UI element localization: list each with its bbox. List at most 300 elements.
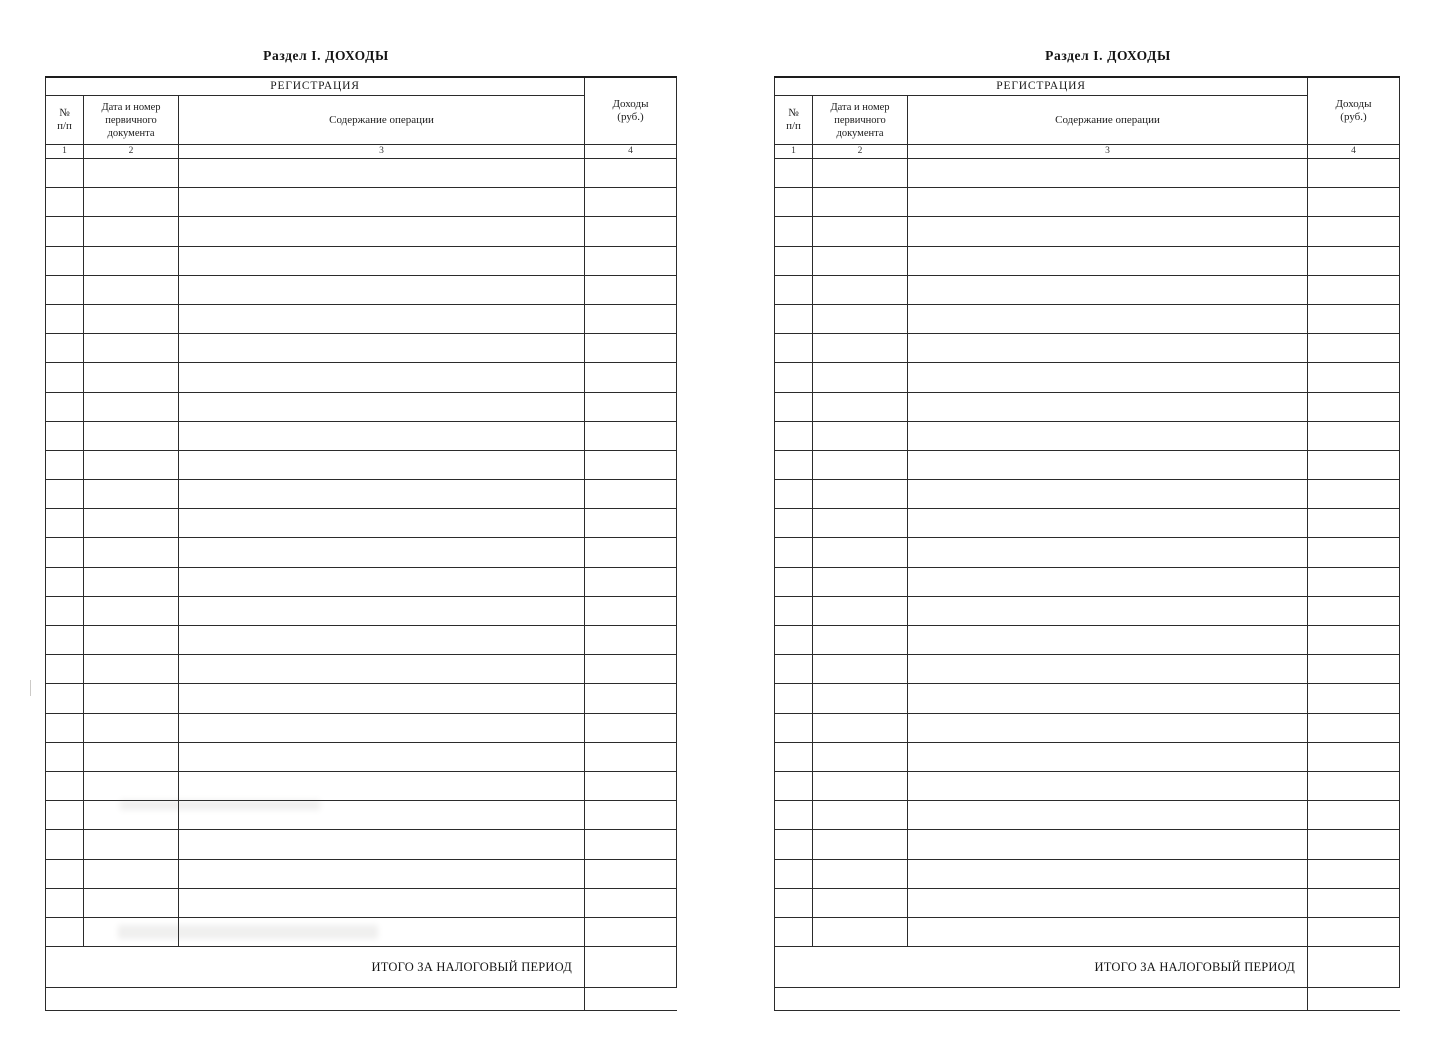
page-title: Раздел I. ДОХОДЫ [1045,48,1171,63]
colnum-3: 3 [179,145,585,159]
cell-document[interactable] [813,334,908,363]
table-header [46,77,677,159]
cell-income[interactable] [1308,480,1400,509]
cell-operation[interactable] [908,684,1308,713]
cell-number[interactable] [775,801,813,830]
cell-number[interactable] [775,363,813,392]
table-row [46,275,677,304]
cell-income[interactable] [585,480,677,509]
table-row [775,275,1400,304]
cell-number[interactable] [775,480,813,509]
header-document-line1: Дата и номер [830,101,890,113]
cell-operation[interactable] [908,509,1308,538]
cell-operation[interactable] [179,801,585,830]
header-income-line1: Доходы [612,98,649,110]
cell-income[interactable] [1308,830,1400,859]
cell-income[interactable] [1308,304,1400,333]
cell-income[interactable] [585,713,677,742]
table-row [46,830,677,859]
cell-operation[interactable] [908,626,1308,655]
cell-income[interactable] [1308,655,1400,684]
cell-income[interactable] [585,304,677,333]
cell-operation[interactable] [179,421,585,450]
cell-number[interactable] [46,538,84,567]
cell-document[interactable] [813,421,908,450]
table-row [46,567,677,596]
header-income-line1: Доходы [1335,98,1372,110]
table-row [775,538,1400,567]
cell-income[interactable] [585,217,677,246]
cell-number[interactable] [46,509,84,538]
cell-operation[interactable] [179,713,585,742]
cell-number[interactable] [46,742,84,771]
cell-operation[interactable] [179,392,585,421]
cell-operation[interactable] [908,567,1308,596]
cell-income[interactable] [585,421,677,450]
cell-operation[interactable] [908,334,1308,363]
cell-document[interactable] [813,188,908,217]
cell-document[interactable] [84,713,179,742]
ledger-page-left [0,0,722,1048]
cell-operation[interactable] [179,567,585,596]
table-row [46,684,677,713]
cell-number[interactable] [775,246,813,275]
column-number-row [46,145,677,159]
cell-document[interactable] [813,450,908,479]
cell-number[interactable] [46,567,84,596]
cell-income[interactable] [585,917,677,946]
cell-number[interactable] [46,684,84,713]
cell-operation[interactable] [908,538,1308,567]
cell-number[interactable] [46,596,84,625]
cell-document[interactable] [813,304,908,333]
cell-income[interactable] [1308,626,1400,655]
cell-operation[interactable] [908,888,1308,917]
cell-income[interactable] [1308,888,1400,917]
cell-income[interactable] [585,509,677,538]
cell-operation[interactable] [179,655,585,684]
footer-pad-left [46,988,585,1011]
cell-income[interactable] [1308,275,1400,304]
table-row [46,188,677,217]
cell-document[interactable] [84,304,179,333]
header-operation-line1: Содержание операции [329,113,434,126]
cell-document[interactable] [813,655,908,684]
cell-operation[interactable] [179,830,585,859]
table-row [46,917,677,946]
cell-number[interactable] [46,801,84,830]
cell-operation[interactable] [908,246,1308,275]
colnum-4: 4 [1308,145,1400,159]
table-row [775,392,1400,421]
cell-income[interactable] [585,275,677,304]
colnum-2: 2 [84,145,179,159]
cell-income[interactable] [585,450,677,479]
cell-number[interactable] [775,304,813,333]
cell-number[interactable] [46,450,84,479]
cell-number[interactable] [775,830,813,859]
cell-document[interactable] [813,217,908,246]
table-row [775,334,1400,363]
cell-number[interactable] [46,188,84,217]
cell-income[interactable] [585,188,677,217]
cell-document[interactable] [84,246,179,275]
cell-number[interactable] [46,304,84,333]
cell-income[interactable] [1308,567,1400,596]
cell-number[interactable] [775,626,813,655]
cell-operation[interactable] [179,742,585,771]
cell-document[interactable] [813,567,908,596]
cell-document[interactable] [84,801,179,830]
cell-document[interactable] [84,742,179,771]
header-document-line2: первичного [105,114,157,126]
cell-income[interactable] [585,626,677,655]
header-income-line2: (руб.) [617,111,644,123]
cell-income[interactable] [585,392,677,421]
table-row [775,304,1400,333]
cell-number[interactable] [775,713,813,742]
cell-document[interactable] [84,859,179,888]
cell-income[interactable] [1308,421,1400,450]
cell-number[interactable] [46,626,84,655]
total-value-cell[interactable] [585,947,677,988]
cell-number[interactable] [46,392,84,421]
cell-income[interactable] [1308,771,1400,800]
header-operation [908,96,1308,145]
table-row [46,888,677,917]
cell-operation[interactable] [908,742,1308,771]
cell-document[interactable] [813,363,908,392]
table-row [46,509,677,538]
cell-document[interactable] [813,859,908,888]
table-footer-right [775,947,1400,1011]
cell-operation[interactable] [908,655,1308,684]
cell-document[interactable] [84,684,179,713]
cell-operation[interactable] [179,859,585,888]
cell-document[interactable] [84,188,179,217]
cell-document[interactable] [813,801,908,830]
cell-document[interactable] [84,538,179,567]
table-row [775,713,1400,742]
table-row [775,246,1400,275]
cell-number[interactable] [46,888,84,917]
cell-income[interactable] [1308,334,1400,363]
cell-number[interactable] [775,450,813,479]
cell-document[interactable] [84,392,179,421]
cell-operation[interactable] [179,217,585,246]
cell-operation[interactable] [179,480,585,509]
header-number [46,96,84,145]
table-row [775,480,1400,509]
cell-number[interactable] [775,217,813,246]
cell-document[interactable] [813,771,908,800]
cell-operation[interactable] [908,480,1308,509]
cell-document[interactable] [84,596,179,625]
cell-operation[interactable] [179,888,585,917]
cell-income[interactable] [1308,742,1400,771]
cell-number[interactable] [775,596,813,625]
cell-number[interactable] [775,188,813,217]
table-row [775,771,1400,800]
cell-income[interactable] [1308,917,1400,946]
header-number-line1: № [59,107,70,119]
total-label: ИТОГО ЗА НАЛОГОВЫЙ ПЕРИОД [1094,959,1295,974]
cell-operation[interactable] [908,801,1308,830]
header-document-line2: первичного [834,114,886,126]
total-row [46,947,677,988]
header-income [1308,77,1400,145]
cell-income[interactable] [1308,713,1400,742]
cell-income[interactable] [585,159,677,188]
total-value-cell[interactable] [1308,947,1400,988]
cell-operation[interactable] [908,596,1308,625]
cell-document[interactable] [84,771,179,800]
cell-document[interactable] [813,246,908,275]
cell-document[interactable] [84,567,179,596]
cell-income[interactable] [585,334,677,363]
footer-pad-left [775,988,1308,1011]
cell-operation[interactable] [908,217,1308,246]
cell-number[interactable] [46,771,84,800]
cell-operation[interactable] [908,363,1308,392]
cell-document[interactable] [84,217,179,246]
cell-operation[interactable] [179,188,585,217]
cell-number[interactable] [46,655,84,684]
cell-operation[interactable] [908,917,1308,946]
colnum-1: 1 [46,145,84,159]
table-row [46,363,677,392]
cell-income[interactable] [585,655,677,684]
cell-operation[interactable] [908,159,1308,188]
cell-number[interactable] [775,275,813,304]
cell-operation[interactable] [179,538,585,567]
cell-number[interactable] [46,859,84,888]
table-row [775,801,1400,830]
table-row [775,626,1400,655]
cell-income[interactable] [585,538,677,567]
header-income [585,77,677,145]
cell-number[interactable] [775,159,813,188]
cell-document[interactable] [84,159,179,188]
cell-number[interactable] [46,275,84,304]
cell-income[interactable] [585,363,677,392]
cell-income[interactable] [1308,801,1400,830]
cell-document[interactable] [84,421,179,450]
cell-operation[interactable] [179,246,585,275]
cell-operation[interactable] [908,188,1308,217]
cell-document[interactable] [84,626,179,655]
cell-document[interactable] [813,888,908,917]
table-row [775,596,1400,625]
cell-number[interactable] [46,917,84,946]
cell-document[interactable] [84,917,179,946]
cell-income[interactable] [585,567,677,596]
table-row [46,217,677,246]
header-document-line1: Дата и номер [101,101,161,113]
cell-number[interactable] [775,888,813,917]
cell-income[interactable] [585,742,677,771]
cell-operation[interactable] [908,713,1308,742]
cell-number[interactable] [46,830,84,859]
cell-number[interactable] [46,480,84,509]
cell-income[interactable] [585,888,677,917]
cell-document[interactable] [813,917,908,946]
table-row [46,538,677,567]
cell-income[interactable] [1308,188,1400,217]
cell-number[interactable] [775,859,813,888]
cell-income[interactable] [1308,684,1400,713]
cell-number[interactable] [46,217,84,246]
cell-document[interactable] [813,538,908,567]
table-row [46,159,677,188]
cell-income[interactable] [585,684,677,713]
table-row [46,713,677,742]
table-row [46,304,677,333]
cell-document[interactable] [84,509,179,538]
footer-pad-row [46,988,677,1011]
cell-operation[interactable] [179,159,585,188]
cell-income[interactable] [1308,217,1400,246]
cell-document[interactable] [84,334,179,363]
cell-document[interactable] [813,480,908,509]
header-number-line1: № [788,107,799,119]
scan-edge-artifact [30,680,31,696]
cell-income[interactable] [585,246,677,275]
cell-number[interactable] [46,363,84,392]
cell-document[interactable] [84,363,179,392]
cell-operation[interactable] [908,830,1308,859]
cell-number[interactable] [46,246,84,275]
cell-operation[interactable] [179,304,585,333]
cell-document[interactable] [84,275,179,304]
cell-number[interactable] [775,771,813,800]
cell-operation[interactable] [908,421,1308,450]
cell-document[interactable] [813,596,908,625]
cell-document[interactable] [813,626,908,655]
cell-number[interactable] [46,713,84,742]
table-row [775,421,1400,450]
cell-operation[interactable] [179,684,585,713]
table-header [775,77,1400,159]
cell-operation[interactable] [179,509,585,538]
header-number-line2: п/п [786,120,801,132]
cell-number[interactable] [775,655,813,684]
cell-operation[interactable] [908,771,1308,800]
ledger-page-right [722,0,1445,1048]
colnum-1: 1 [775,145,813,159]
cell-income[interactable] [1308,246,1400,275]
cell-income[interactable] [1308,859,1400,888]
cell-operation[interactable] [908,859,1308,888]
cell-operation[interactable] [179,917,585,946]
table-row [46,626,677,655]
cell-operation[interactable] [179,450,585,479]
cell-income[interactable] [585,801,677,830]
cell-document[interactable] [813,684,908,713]
table-row [775,917,1400,946]
table-row [775,567,1400,596]
cell-income[interactable] [1308,392,1400,421]
table-row [775,888,1400,917]
cell-document[interactable] [813,159,908,188]
table-row [46,801,677,830]
table-row [775,509,1400,538]
table-row [46,771,677,800]
cell-operation[interactable] [179,596,585,625]
table-row [46,742,677,771]
cell-document[interactable] [84,888,179,917]
header-document [813,96,908,145]
cell-document[interactable] [84,450,179,479]
cell-document[interactable] [84,830,179,859]
table-row [775,450,1400,479]
header-group-registration: РЕГИСТРАЦИЯ [775,77,1308,96]
colnum-4: 4 [585,145,677,159]
cell-number[interactable] [775,684,813,713]
cell-number[interactable] [775,421,813,450]
cell-income[interactable] [585,596,677,625]
cell-document[interactable] [813,509,908,538]
cell-number[interactable] [46,334,84,363]
cell-number[interactable] [775,538,813,567]
cell-income[interactable] [1308,450,1400,479]
cell-document[interactable] [84,655,179,684]
cell-operation[interactable] [908,304,1308,333]
cell-operation[interactable] [908,392,1308,421]
cell-operation[interactable] [179,771,585,800]
table-row [775,363,1400,392]
table-row [46,655,677,684]
cell-number[interactable] [775,509,813,538]
cell-income[interactable] [585,771,677,800]
cell-number[interactable] [775,742,813,771]
cell-income[interactable] [585,859,677,888]
cell-operation[interactable] [179,275,585,304]
cell-number[interactable] [775,567,813,596]
cell-number[interactable] [775,334,813,363]
cell-operation[interactable] [908,275,1308,304]
cell-document[interactable] [813,830,908,859]
cell-income[interactable] [1308,159,1400,188]
cell-document[interactable] [813,713,908,742]
cell-income[interactable] [585,830,677,859]
table-row [775,742,1400,771]
header-document-line3: документа [836,127,884,139]
cell-document[interactable] [84,480,179,509]
header-income-line2: (руб.) [1340,111,1367,123]
table-row [46,421,677,450]
cell-income[interactable] [1308,596,1400,625]
cell-income[interactable] [1308,538,1400,567]
cell-operation[interactable] [908,450,1308,479]
cell-operation[interactable] [179,626,585,655]
cell-number[interactable] [46,159,84,188]
cell-income[interactable] [1308,363,1400,392]
cell-document[interactable] [813,275,908,304]
cell-document[interactable] [813,392,908,421]
footer-pad-row [775,988,1400,1011]
cell-operation[interactable] [179,363,585,392]
cell-number[interactable] [775,392,813,421]
table-row [775,159,1400,188]
cell-document[interactable] [813,742,908,771]
table-body-right [775,159,1400,947]
cell-number[interactable] [775,917,813,946]
cell-operation[interactable] [179,334,585,363]
cell-number[interactable] [46,421,84,450]
header-number [775,96,813,145]
cell-income[interactable] [1308,509,1400,538]
